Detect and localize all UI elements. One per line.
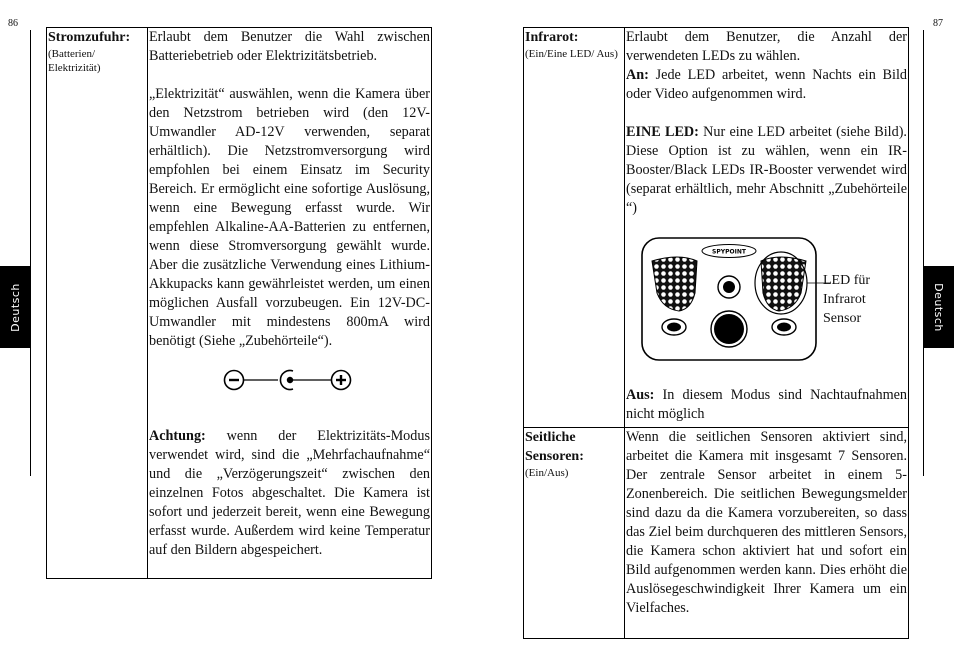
power-supply-table — [46, 27, 432, 579]
infrared-on-text — [626, 66, 907, 104]
warning-text: wenn der Elektrizitäts-Modus verwendet wird, sind die „Mehrfachaufnahme“ und die „Verzögerungszeit“ zwischen den einzelnen Fotos abgeschaltet. Die Kamera ist sofort und jederzeit bereit, wenn eine Bewegung erfasst wurde. Außerdem wird keine Temperatur auf den Bildern abgespeichert. — [149, 428, 430, 558]
infrared-label-cell — [524, 28, 625, 428]
settings-table-right — [523, 27, 909, 639]
margin-line-right-bottom — [923, 348, 924, 476]
infrared-one-led-text — [626, 123, 907, 218]
infrared-off-desc: In diesem Modus sind Nachtaufnahmen nicht möglich — [626, 387, 907, 422]
infrared-options: (Ein/Eine LED/ Aus) — [525, 48, 618, 60]
infrared-on-label: An: — [626, 67, 649, 83]
power-supply-warning — [149, 427, 430, 560]
infrared-off-label: Aus: — [626, 387, 655, 403]
infrared-on-desc: Jede LED arbeitet, wenn Nachts ein Bild oder Video aufgenommen wird. — [626, 67, 907, 102]
infrared-one-led-label: EINE LED: — [626, 124, 699, 140]
side-sensors-label-cell — [524, 428, 625, 639]
polarity-symbol-icon — [223, 365, 357, 395]
infrared-off-text — [626, 386, 907, 424]
infrared-description-cell — [625, 28, 909, 428]
power-supply-label-cell — [47, 28, 148, 579]
side-sensors-options: (Ein/Aus) — [525, 467, 569, 479]
side-sensors-label: Seitliche Sensoren: — [525, 430, 584, 464]
side-sensors-text: Wenn die seitlichen Sensoren aktiviert sind, arbeitet die Kamera mit insgesamt 7 Sensoren. Der zentrale Sensor arbeitet in einem 5-Zonenbereich. Die seitlichen Bewegungsmelder sind dazu da die Kamera vorzubereiten, so dass das Ziel beim durchqueren des mittleren Sensors, die Kamera schon aktiviert hat und sofort ein Bild aufgenommen werden kann. Dies erhöht die Auslösegeschwindigkeit Ihrer Kamera um ein Vielfaches. — [626, 429, 907, 616]
margin-line-left-bottom — [30, 348, 31, 476]
power-connector-figure — [149, 351, 430, 408]
infrared-one-led-desc: Nur eine LED arbeitet (siehe Bild). Diese Option ist zu wählen, wenn ein IR-Booster/Black LEDs IR-Booster verwendet wird (separat erhältlich, mehr Abschnitt „Zubehörteile “) — [626, 124, 907, 216]
power-supply-intro: Erlaubt dem Benutzer die Wahl zwischen Batteriebetrieb oder Elektrizitätsbetrieb. — [149, 29, 430, 64]
camera-figure — [626, 228, 907, 386]
language-tab-left — [0, 266, 31, 348]
power-supply-electricity-text: „Elektrizität“ auswählen, wenn die Kamera über den Netzstrom betrieben wird (den 12V-Umwandler AD-12V verwenden, separat erhältlich). Die Netzstromversorgung wird empfohlen bei einem Einsatz im Security Bereich. Er ermöglicht eine sofortige Auslösung, wenn eine Bewegung erfasst wurde. Wir empfehlen Alkaline-AA-Batterien zu entfernen, wenn diese Stromversorgung gewählt wurde. Aber die zusätzliche Verwendung eines Lithium-Akkupacks kann gewährleistet werden, um einen möglichen Ausfall vorzubeugen. Ein 12V-DC-Umwandler mit mindestens 800mA wird benötigt (Siehe „Zubehörteile“). — [149, 86, 430, 349]
camera-brand-logo: SPYPOINT — [712, 248, 746, 256]
margin-line-right-top — [923, 30, 924, 266]
camera-front-illustration — [639, 235, 839, 363]
page-number-right: 87 — [933, 18, 943, 29]
language-tab-label: Deutsch — [932, 282, 945, 332]
page-number-left: 86 — [8, 18, 18, 29]
language-tab-label: Deutsch — [9, 282, 22, 332]
infrared-label: Infrarot: — [525, 30, 579, 45]
power-supply-options: (Batterien/ Elektrizität) — [48, 48, 101, 74]
figure-caption-led-sensor: LED für Infrarot Sensor — [823, 273, 871, 326]
side-sensors-description-cell — [625, 428, 909, 639]
power-supply-description-cell — [148, 28, 432, 579]
infrared-intro: Erlaubt dem Benutzer, die Anzahl der verwendeten LEDs zu wählen. — [626, 29, 907, 64]
power-supply-label: Stromzufuhr: — [48, 30, 131, 45]
language-tab-right — [923, 266, 954, 348]
warning-label: Achtung: — [149, 428, 206, 444]
margin-line-left-top — [30, 30, 31, 266]
